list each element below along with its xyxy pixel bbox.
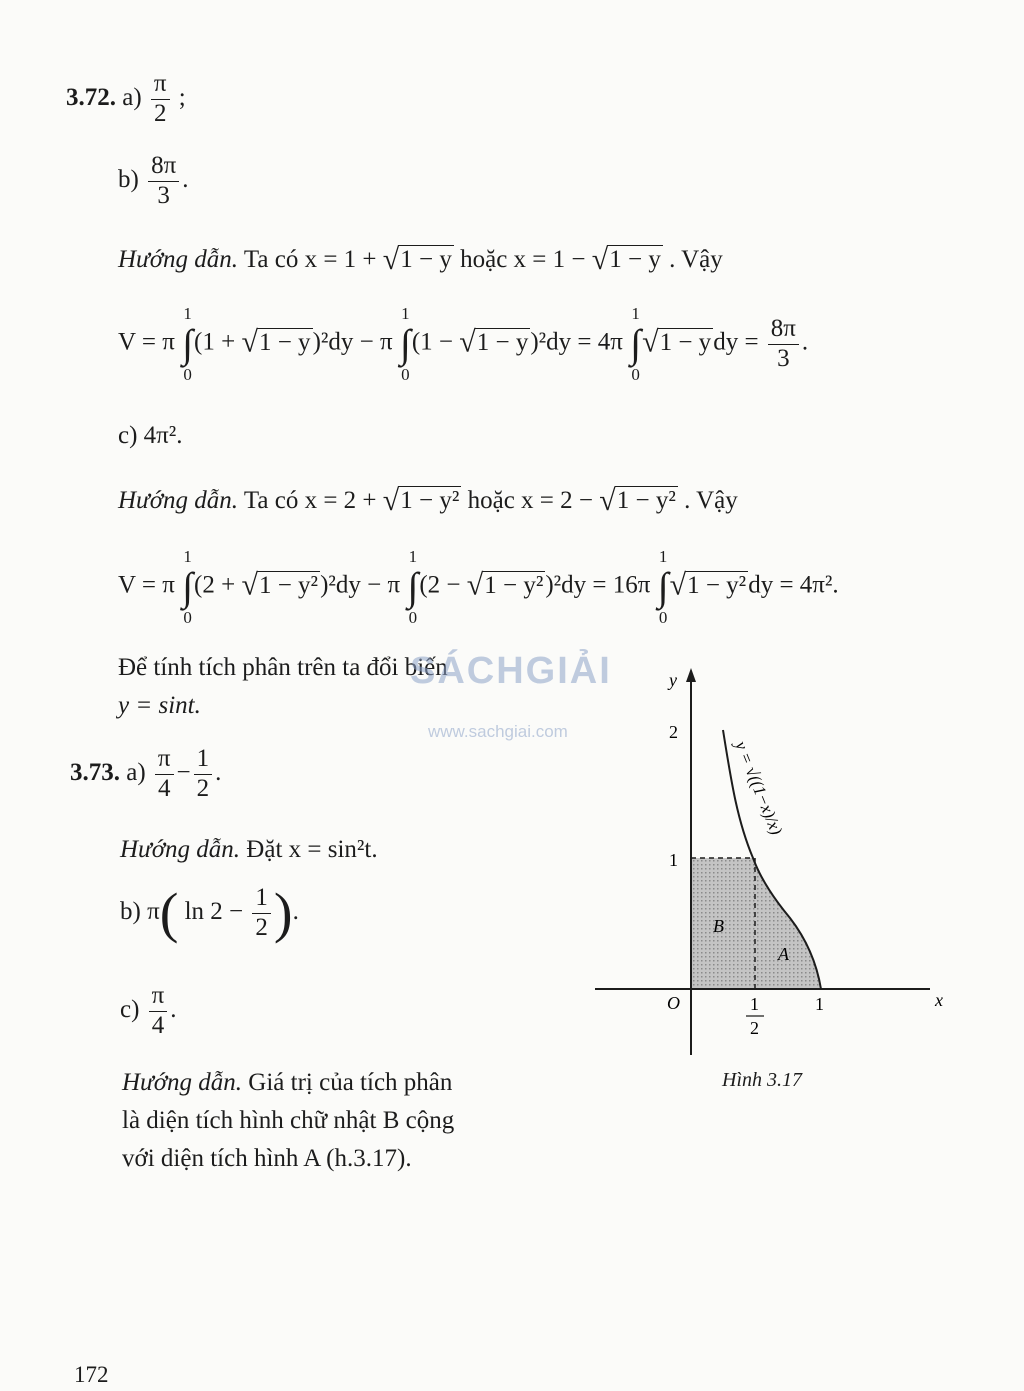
right-paren-icon: ) [273, 882, 293, 945]
answer-value: 4π². [143, 422, 183, 449]
eq-text: (1 − [411, 328, 454, 356]
eq-text: (2 − [419, 571, 461, 599]
equation-372-c [118, 548, 839, 626]
numerator: 8π [148, 152, 179, 182]
change-variable-line: Để tính tích phân trên ta đổi biến [118, 654, 448, 681]
sqrt-content: 1 − y² [687, 571, 747, 599]
numerator: 1 [194, 745, 213, 775]
sqrt-content: 1 − y² [484, 571, 544, 599]
sqrt-content: 1 − y [400, 246, 452, 273]
hint-text: với diện tích hình A (h.3.17). [122, 1145, 412, 1172]
left-paren-icon: ( [159, 882, 179, 945]
y-tick-2: 2 [669, 722, 678, 742]
upper-limit: 1 [658, 547, 668, 566]
denominator: 2 [153, 99, 167, 127]
fraction [194, 745, 213, 804]
hint-text: Ta có x = 1 + [243, 246, 377, 273]
watermark-logo: SÁCHGIẢI [410, 650, 612, 692]
problem-373-b [120, 884, 299, 943]
sqrt-content: 1 − y² [616, 487, 676, 514]
fraction [768, 315, 799, 374]
upper-limit: 1 [631, 304, 640, 323]
radical-icon: √ [642, 325, 659, 359]
region-a-label: A [778, 944, 789, 964]
sqrt-content: 1 − y² [400, 487, 460, 514]
page-number: 172 [74, 1362, 109, 1387]
sqrt-content: 1 − y [609, 246, 661, 273]
watermark-url: www.sachgiai.com [428, 722, 568, 741]
lower-limit: 0 [658, 608, 668, 627]
radical-icon: √ [241, 568, 258, 602]
upper-limit: 1 [401, 304, 410, 323]
hint-text: Ta có x = 2 + [243, 487, 377, 514]
part-tag: b) π [120, 897, 160, 925]
radical-icon: √ [591, 243, 609, 276]
eq-text: ln 2 − [184, 897, 244, 925]
fraction [155, 745, 174, 804]
numerator: 8π [768, 315, 799, 345]
radical-icon: √ [382, 243, 400, 276]
radical-icon: √ [599, 484, 616, 517]
part-tag: c) [120, 995, 140, 1023]
hint-text: Đặt x = sin²t. [246, 836, 378, 863]
eq-text: (2 + [194, 571, 236, 599]
problem-372-b [118, 152, 188, 211]
problem-373-a [70, 745, 221, 804]
radical-icon: √ [382, 484, 400, 517]
hint-text: . Vậy [684, 487, 738, 514]
numerator: π [151, 70, 170, 100]
eq-text: )²dy − π [312, 328, 393, 356]
sqrt-content: 1 − y [258, 328, 311, 356]
punct: ; [178, 83, 186, 111]
upper-limit: 1 [408, 547, 418, 566]
problem-label: 3.72. [66, 83, 116, 111]
eq-text: V = π [118, 571, 175, 599]
hint-lead: Hướng dẫn. [118, 487, 239, 514]
hint-lead: Hướng dẫn. [120, 836, 241, 863]
integral-icon: 1 ∫ 0 [407, 547, 419, 627]
fraction [151, 70, 170, 129]
integral-icon: 1 ∫ 0 [657, 547, 669, 627]
x-axis-label: x [935, 990, 943, 1010]
upper-limit: 1 [183, 304, 192, 323]
equation-372-b: V = π 1 ∫ 0 (1 + √1 − y)²dy − π 1 ∫ 0 (1 − √1 − y)²dy = 4π 1 ∫ 0 √1 − ydy = $\frac{8\pi}{3}$ . [118, 304, 809, 384]
y-arrow-icon [686, 668, 696, 682]
y-tick-1: 1 [669, 850, 678, 870]
figure-caption: Hình 3.17 [722, 1069, 802, 1091]
operator: − [176, 758, 191, 786]
change-variable-formula: y = sint. [118, 692, 201, 719]
figure-3-17 [585, 660, 965, 1100]
problem-372-c [118, 422, 183, 450]
denominator: 2 [196, 774, 210, 802]
eq-text: (1 + [194, 328, 236, 356]
problem-label: 3.73. [70, 758, 120, 786]
radical-icon: √ [669, 568, 687, 602]
part-tag: a) [122, 83, 142, 111]
denominator: 2 [255, 913, 268, 941]
denominator: 4 [157, 774, 171, 802]
shaded-region [691, 858, 821, 989]
x-tick-1: 1 [815, 994, 824, 1014]
punct: . [170, 995, 177, 1023]
fraction [149, 982, 168, 1041]
hint-text: là diện tích hình chữ nhật B cộng [122, 1107, 455, 1134]
upper-limit: 1 [183, 547, 192, 566]
eq-text: V = π [118, 328, 175, 356]
eq-text: )²dy = 4π [530, 328, 623, 356]
hint-lead: Hướng dẫn. [118, 246, 239, 273]
eq-text: dy = [713, 328, 759, 356]
eq-text: dy = 4π². [748, 571, 839, 599]
hint-text: hoặc x = 2 − [467, 487, 593, 514]
hint-373-a [120, 836, 378, 864]
lower-limit: 0 [631, 365, 640, 384]
integral-icon: 1 ∫ 0 [399, 304, 411, 384]
lower-limit: 0 [401, 365, 410, 384]
origin-label: O [667, 993, 680, 1013]
integral-icon: 1 ∫ 0 [630, 304, 642, 384]
curve-label: y = √((1−x)/x) [731, 738, 787, 838]
sqrt-content: 1 − y² [258, 571, 319, 599]
x-tick-half-num: 1 [750, 994, 759, 1014]
hint-text: Giá trị của tích phân [248, 1069, 453, 1096]
region-b-label: B [713, 916, 724, 936]
radical-icon: √ [466, 568, 484, 602]
sqrt-content: 1 − y [476, 328, 529, 356]
hint-373-c [122, 1064, 454, 1178]
eq-text: )²dy − π [320, 571, 401, 599]
part-tag: c) [118, 422, 138, 449]
punct: . [182, 165, 189, 193]
punct: . [292, 897, 299, 925]
sqrt-content: 1 − y [659, 328, 712, 356]
integral-icon: 1 ∫ 0 [182, 547, 194, 627]
hint-text: . Vậy [669, 246, 723, 273]
problem-372-a [66, 70, 186, 129]
part-tag: b) [118, 165, 139, 193]
y-axis-label: y [669, 670, 677, 690]
denominator: 3 [777, 344, 790, 372]
part-tag: a) [126, 758, 146, 786]
radical-icon: √ [241, 325, 258, 359]
numerator: π [155, 745, 174, 775]
integral-icon: 1 ∫ 0 [182, 304, 194, 384]
hint-lead: Hướng dẫn. [122, 1069, 243, 1096]
lower-limit: 0 [408, 608, 418, 627]
x-tick-half-den: 2 [750, 1018, 759, 1038]
lower-limit: 0 [183, 608, 192, 627]
denominator: 3 [157, 181, 170, 209]
eq-text: )²dy = 16π [545, 571, 651, 599]
lower-limit: 0 [183, 365, 192, 384]
hint-372-c [118, 484, 738, 518]
denominator: 4 [151, 1011, 165, 1039]
numerator: π [149, 982, 168, 1012]
problem-373-c [120, 982, 177, 1041]
radical-icon: √ [459, 325, 476, 359]
hint-text: hoặc x = 1 − [460, 246, 586, 273]
fraction [252, 884, 271, 943]
hint-372-b [118, 243, 723, 277]
fraction [148, 152, 179, 211]
numerator: 1 [252, 884, 271, 914]
punct: . [215, 758, 222, 786]
